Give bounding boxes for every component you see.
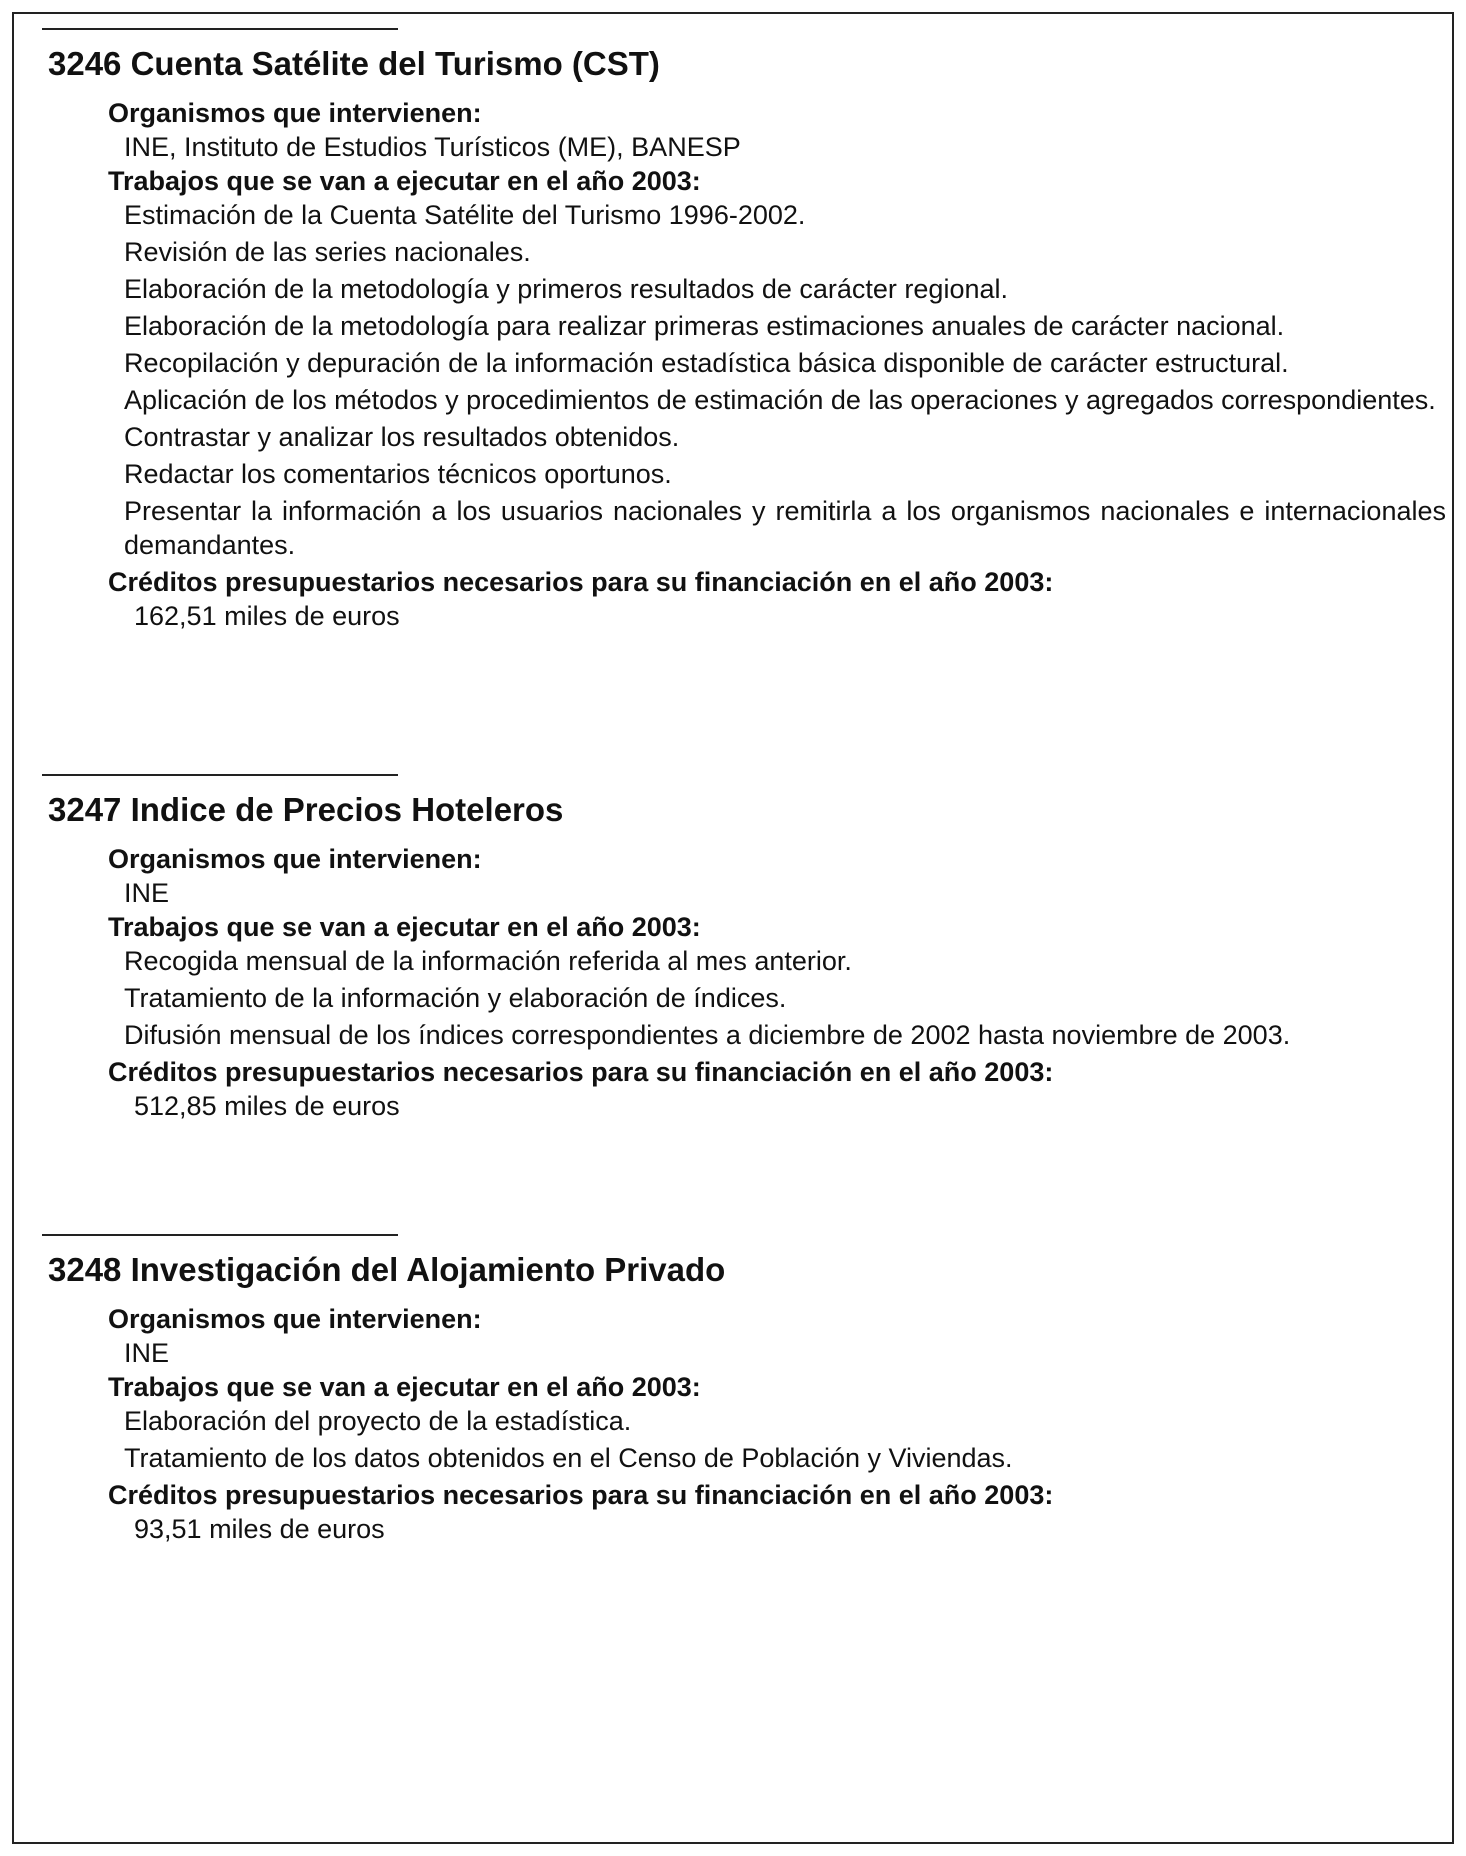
trabajos-label: Trabajos que se van a ejecutar en el año 2003: bbox=[108, 1372, 701, 1402]
creditos-label: Créditos presupuestarios necesarios para su financiación en el año 2003: bbox=[108, 1057, 1054, 1087]
task-item: Aplicación de los métodos y procedimientos de estimación de las operaciones y agregados correspondientes. bbox=[124, 385, 1436, 415]
section-3248 bbox=[26, 1234, 1446, 1546]
task-item: Presentar la información a los usuarios nacionales y remitirla a los organismos nacionales e internacionales demandantes. bbox=[124, 496, 1446, 560]
task-item: Recogida mensual de la información referida al mes anterior. bbox=[124, 946, 852, 976]
task-list bbox=[108, 1404, 1446, 1475]
section-body bbox=[108, 96, 1446, 633]
creditos-value: 162,51 miles de euros bbox=[134, 601, 400, 631]
organismos-label: Organismos que intervienen: bbox=[108, 1304, 482, 1334]
task-item: Tratamiento de la información y elaboración de índices. bbox=[124, 983, 787, 1013]
creditos-value: 93,51 miles de euros bbox=[134, 1514, 385, 1544]
creditos-label: Créditos presupuestarios necesarios para su financiación en el año 2003: bbox=[108, 1480, 1054, 1510]
section-title: 3246 Cuenta Satélite del Turismo (CST) bbox=[48, 45, 660, 82]
organismos-label: Organismos que intervienen: bbox=[108, 98, 482, 128]
trabajos-label: Trabajos que se van a ejecutar en el año 2003: bbox=[108, 912, 701, 942]
task-item: Difusión mensual de los índices correspondientes a diciembre de 2002 hasta noviembre de 2003. bbox=[124, 1020, 1291, 1050]
section-rule bbox=[42, 774, 398, 776]
section-body bbox=[108, 1302, 1446, 1546]
section-3247 bbox=[26, 774, 1446, 1123]
page-frame bbox=[12, 12, 1454, 1844]
organismos-value: INE, Instituto de Estudios Turísticos (ME), BANESP bbox=[124, 132, 741, 162]
section-title: 3248 Investigación del Alojamiento Privado bbox=[48, 1251, 726, 1288]
task-item: Tratamiento de los datos obtenidos en el Censo de Población y Viviendas. bbox=[124, 1443, 1013, 1473]
task-item: Elaboración de la metodología para realizar primeras estimaciones anuales de carácter nacional. bbox=[124, 311, 1285, 341]
organismos-value: INE bbox=[124, 1338, 170, 1368]
organismos-label: Organismos que intervienen: bbox=[108, 844, 482, 874]
section-title: 3247 Indice de Precios Hoteleros bbox=[48, 791, 564, 828]
creditos-value: 512,85 miles de euros bbox=[134, 1091, 400, 1121]
section-rule bbox=[42, 1234, 398, 1236]
task-item: Contrastar y analizar los resultados obtenidos. bbox=[124, 422, 680, 452]
section-body bbox=[108, 842, 1446, 1123]
task-list bbox=[108, 944, 1446, 1052]
creditos-label: Créditos presupuestarios necesarios para su financiación en el año 2003: bbox=[108, 567, 1054, 597]
organismos-value: INE bbox=[124, 878, 170, 908]
task-item: Revisión de las series nacionales. bbox=[124, 237, 531, 267]
trabajos-label: Trabajos que se van a ejecutar en el año 2003: bbox=[108, 166, 701, 196]
task-item: Elaboración del proyecto de la estadística. bbox=[124, 1406, 632, 1436]
task-item: Estimación de la Cuenta Satélite del Turismo 1996-2002. bbox=[124, 200, 806, 230]
section-rule bbox=[42, 28, 398, 30]
task-item: Recopilación y depuración de la información estadística básica disponible de carácter estructural. bbox=[124, 348, 1289, 378]
task-list bbox=[108, 198, 1446, 562]
task-item: Redactar los comentarios técnicos oportunos. bbox=[124, 459, 672, 489]
section-3246 bbox=[26, 28, 1446, 633]
task-item: Elaboración de la metodología y primeros resultados de carácter regional. bbox=[124, 274, 1008, 304]
